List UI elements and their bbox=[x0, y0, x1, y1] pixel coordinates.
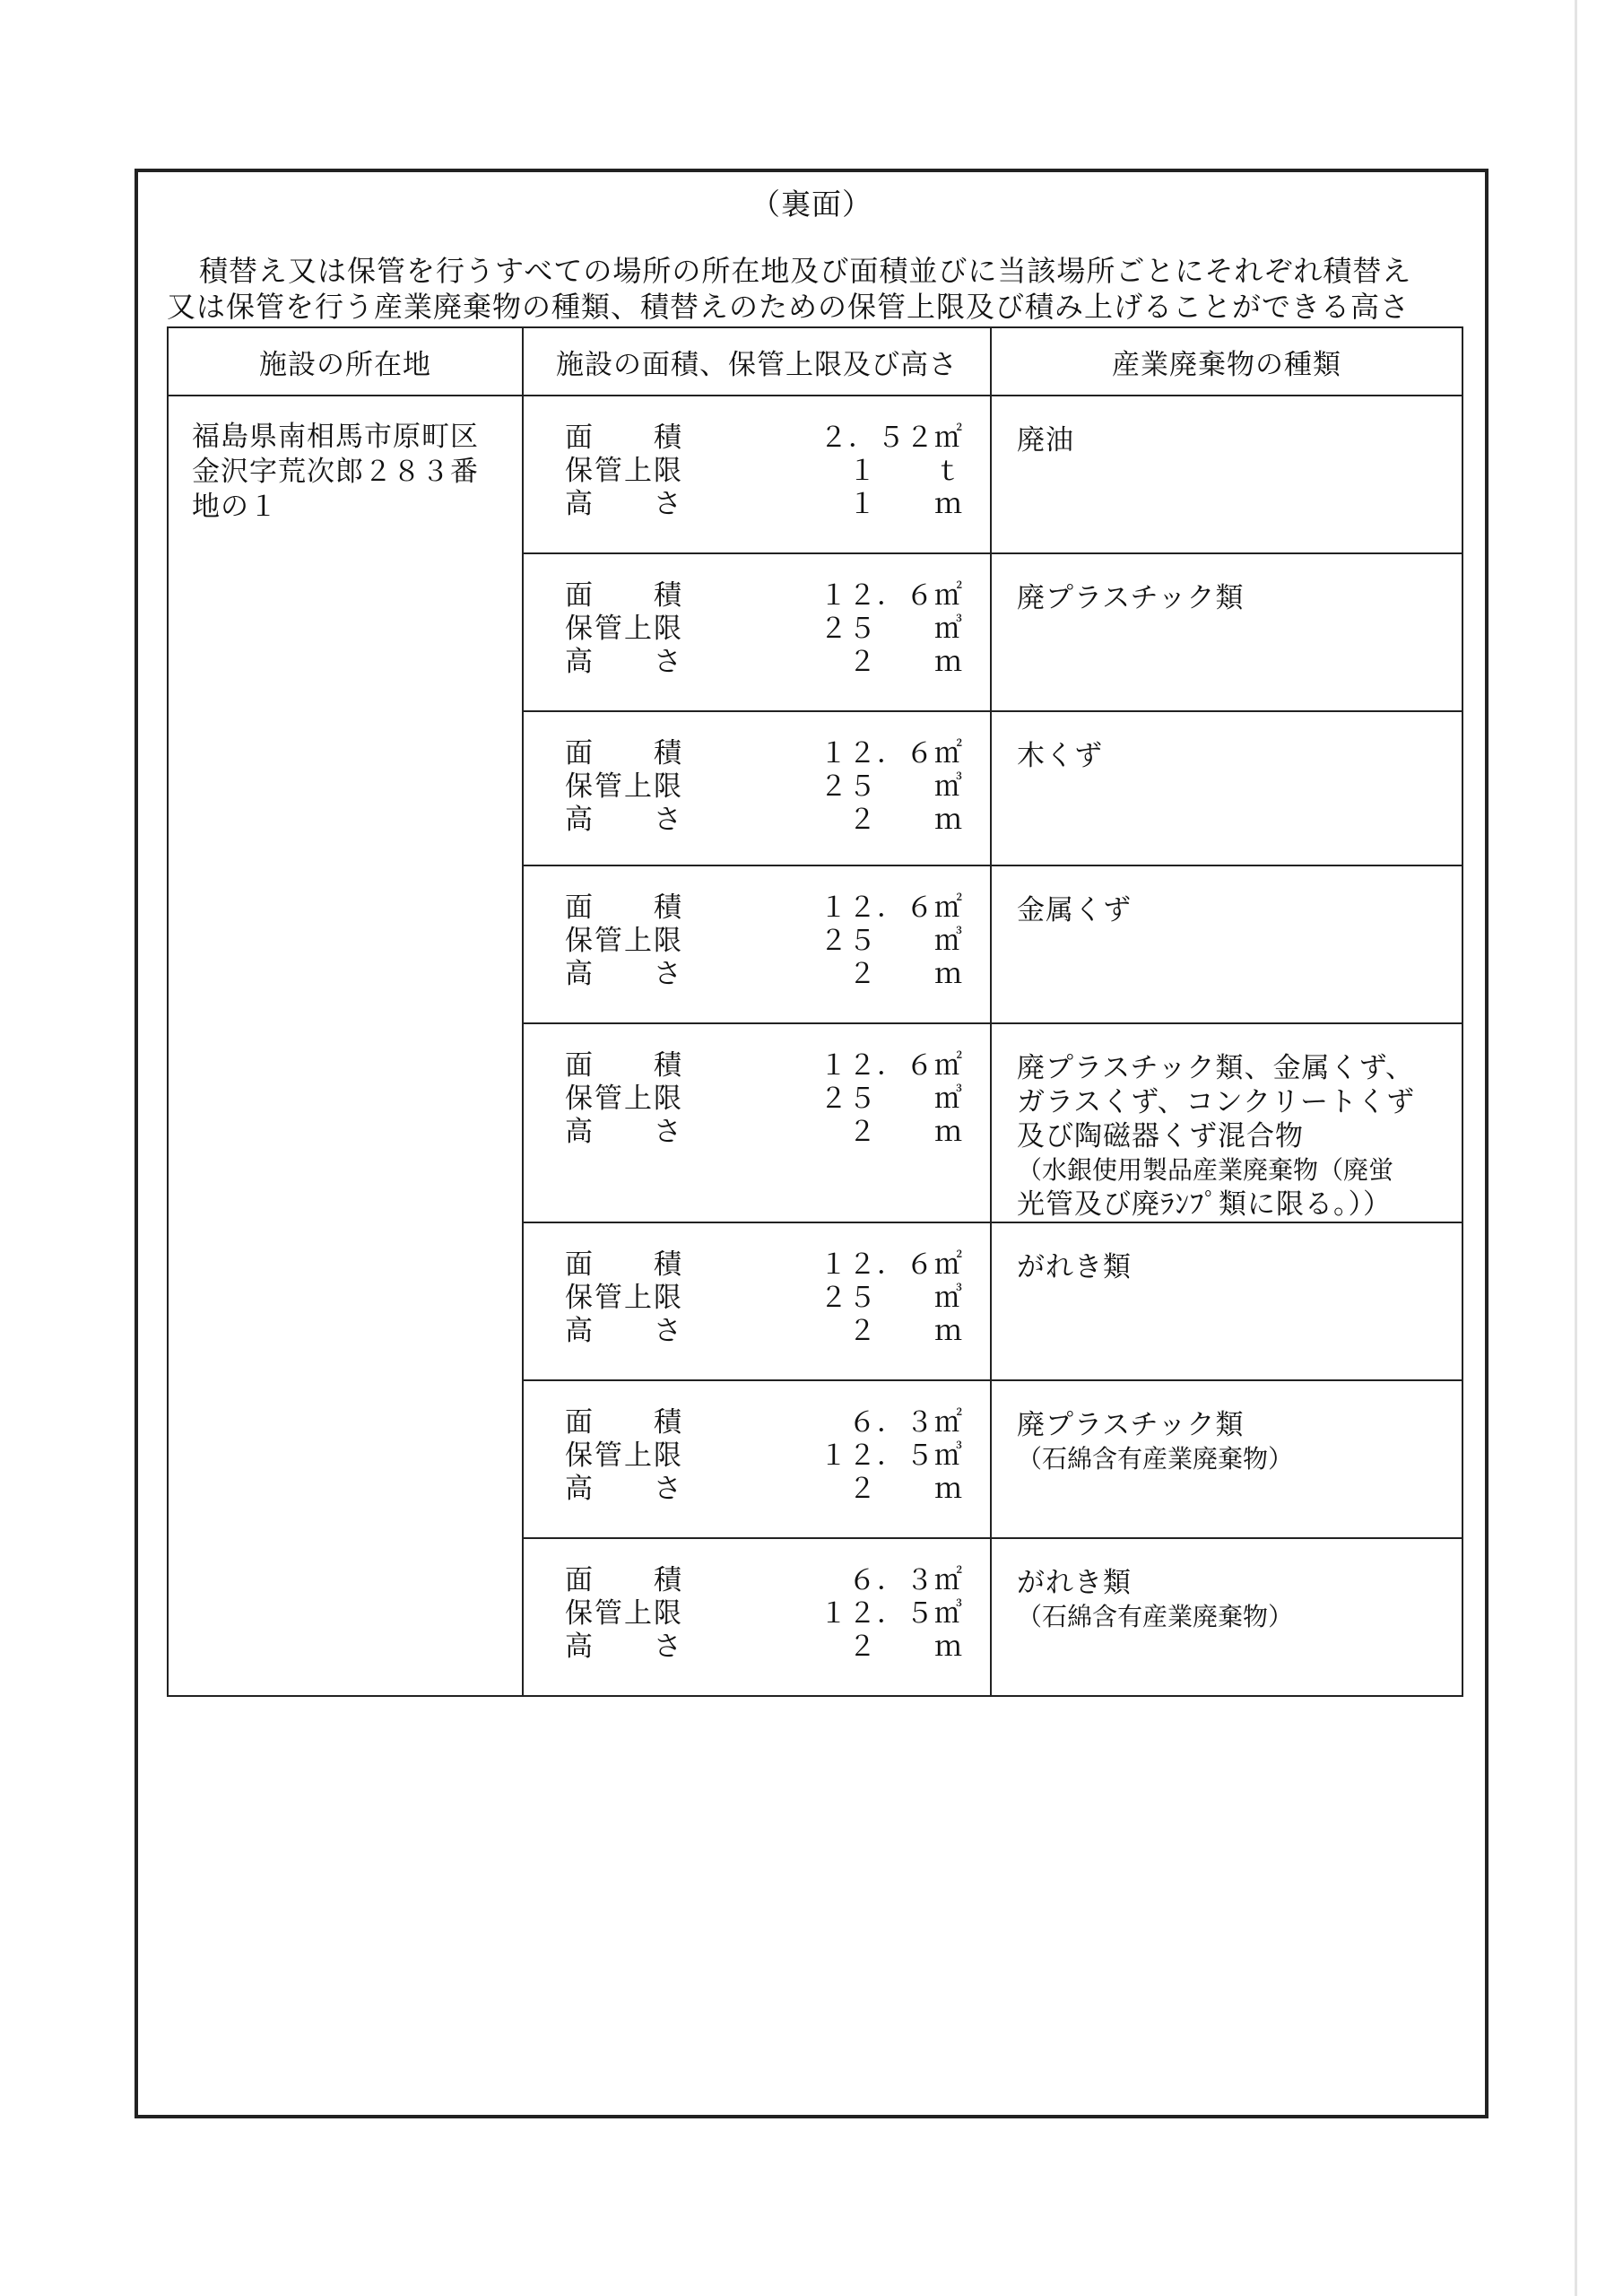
waste-type-cell bbox=[991, 396, 1462, 553]
height-value: ２ ｍ bbox=[848, 1116, 963, 1148]
limit-label: 保管上限 bbox=[565, 455, 683, 487]
waste-type-line: 廃プラスチック類、金属くず、 bbox=[1017, 1052, 1415, 1084]
height-row bbox=[565, 958, 963, 991]
height-value: １ ｍ bbox=[848, 488, 963, 520]
spec-block bbox=[524, 554, 990, 679]
waste-type-cell bbox=[991, 1380, 1462, 1538]
area-value: ６．３㎡ bbox=[848, 1406, 963, 1439]
area-value: １２．６㎡ bbox=[820, 737, 963, 770]
spec-block bbox=[524, 1223, 990, 1348]
table-body bbox=[168, 396, 1462, 1696]
waste-type-line: 廃プラスチック類 bbox=[1017, 582, 1245, 614]
header-spec: 施設の面積、保管上限及び高さ bbox=[523, 327, 991, 396]
spec-cell bbox=[523, 553, 991, 711]
storage-limit-row bbox=[565, 925, 963, 958]
area-value: １２．６㎡ bbox=[820, 1248, 963, 1281]
area-label: 面 積 bbox=[565, 1406, 683, 1439]
location-line: 地の１ bbox=[192, 491, 278, 523]
height-row bbox=[565, 1473, 963, 1506]
table-header-row bbox=[168, 327, 1462, 396]
limit-label: 保管上限 bbox=[565, 770, 683, 803]
limit-label: 保管上限 bbox=[565, 925, 683, 957]
limit-label: 保管上限 bbox=[565, 1439, 683, 1472]
height-label: 高 さ bbox=[565, 1116, 683, 1148]
spec-cell bbox=[523, 865, 991, 1023]
limit-value: ２５ ㎥ bbox=[820, 1282, 963, 1314]
spec-cell bbox=[523, 396, 991, 553]
waste-type-line: がれき類 bbox=[1017, 1567, 1132, 1599]
height-label: 高 さ bbox=[565, 1631, 683, 1663]
spec-block bbox=[524, 1381, 990, 1506]
storage-limit-row bbox=[565, 455, 963, 488]
limit-value: ２５ ㎥ bbox=[820, 925, 963, 957]
height-label: 高 さ bbox=[565, 1315, 683, 1347]
waste-type-cell bbox=[991, 865, 1462, 1023]
storage-limit-row bbox=[565, 613, 963, 646]
header-location: 施設の所在地 bbox=[168, 327, 523, 396]
form-frame bbox=[135, 169, 1488, 2118]
waste-type-cell bbox=[991, 1538, 1462, 1696]
limit-value: ２５ ㎥ bbox=[820, 1083, 963, 1115]
limit-value: １ ｔ bbox=[848, 455, 963, 487]
area-row bbox=[565, 737, 963, 770]
waste-type-line: 金属くず bbox=[1017, 894, 1132, 926]
storage-limit-row bbox=[565, 1597, 963, 1631]
area-value: １２．６㎡ bbox=[820, 1049, 963, 1082]
area-label: 面 積 bbox=[565, 1564, 683, 1596]
area-row bbox=[565, 422, 963, 455]
spec-block bbox=[524, 396, 990, 521]
waste-type-line: がれき類 bbox=[1017, 1251, 1132, 1283]
spec-block bbox=[524, 866, 990, 991]
waste-type-line: ガラスくず、コンクリートくず bbox=[1017, 1086, 1415, 1118]
spec-block bbox=[524, 712, 990, 837]
waste-type-line: 廃プラスチック類 bbox=[1017, 1409, 1245, 1441]
height-value: ２ ｍ bbox=[848, 646, 963, 678]
storage-limit-row bbox=[565, 1282, 963, 1315]
area-value: ２．５２㎡ bbox=[820, 422, 963, 454]
area-value: ６．３㎡ bbox=[848, 1564, 963, 1596]
area-label: 面 積 bbox=[565, 1248, 683, 1281]
waste-type-cell bbox=[991, 711, 1462, 865]
height-value: ２ ｍ bbox=[848, 1473, 963, 1505]
limit-label: 保管上限 bbox=[565, 1282, 683, 1314]
limit-value: １２．５㎥ bbox=[820, 1439, 963, 1472]
spec-cell bbox=[523, 711, 991, 865]
area-row bbox=[565, 1049, 963, 1083]
spec-block bbox=[524, 1539, 990, 1664]
height-row bbox=[565, 1315, 963, 1348]
waste-type-line: （石綿含有産業廃棄物） bbox=[1017, 1444, 1294, 1474]
facility-location bbox=[168, 396, 523, 1696]
area-row bbox=[565, 579, 963, 613]
spec-cell bbox=[523, 1222, 991, 1380]
facility-table bbox=[167, 326, 1463, 1697]
height-label: 高 さ bbox=[565, 804, 683, 836]
storage-limit-row bbox=[565, 1083, 963, 1116]
intro-line-2: 又は保管を行う産業廃棄物の種類、積替えのための保管上限及び積み上げることができる高さ bbox=[167, 290, 1410, 324]
height-value: ２ ｍ bbox=[848, 1315, 963, 1347]
waste-type-cell bbox=[991, 553, 1462, 711]
area-row bbox=[565, 1248, 963, 1282]
waste-type-line: （石綿含有産業廃棄物） bbox=[1017, 1602, 1294, 1631]
waste-type-line: （水銀使用製品産業廃棄物（廃蛍 bbox=[1017, 1155, 1394, 1185]
height-label: 高 さ bbox=[565, 1473, 683, 1505]
intro-text bbox=[167, 253, 1460, 325]
location-line: 金沢字荒次郎２８３番 bbox=[192, 456, 479, 488]
height-label: 高 さ bbox=[565, 958, 683, 990]
waste-type-cell bbox=[991, 1023, 1462, 1222]
height-value: ２ ｍ bbox=[848, 958, 963, 990]
limit-label: 保管上限 bbox=[565, 1597, 683, 1630]
height-label: 高 さ bbox=[565, 646, 683, 678]
spec-cell bbox=[523, 1023, 991, 1222]
limit-value: １２．５㎥ bbox=[820, 1597, 963, 1630]
table-row bbox=[168, 396, 1462, 553]
waste-type-line: 廃油 bbox=[1017, 424, 1074, 457]
area-label: 面 積 bbox=[565, 422, 683, 454]
waste-type-line: 木くず bbox=[1017, 740, 1103, 772]
height-label: 高 さ bbox=[565, 488, 683, 520]
height-value: ２ ｍ bbox=[848, 1631, 963, 1663]
waste-type-cell bbox=[991, 1222, 1462, 1380]
storage-limit-row bbox=[565, 770, 963, 804]
area-row bbox=[565, 891, 963, 925]
waste-type-line: 及び陶磁器くず混合物 bbox=[1017, 1120, 1304, 1152]
location-line: 福島県南相馬市原町区 bbox=[192, 421, 479, 453]
height-row bbox=[565, 1631, 963, 1664]
limit-value: ２５ ㎥ bbox=[820, 770, 963, 803]
limit-label: 保管上限 bbox=[565, 1083, 683, 1115]
page-heading: （裏面） bbox=[751, 187, 872, 222]
height-row bbox=[565, 1116, 963, 1149]
height-value: ２ ｍ bbox=[848, 804, 963, 836]
area-label: 面 積 bbox=[565, 737, 683, 770]
intro-line-1: 積替え又は保管を行うすべての場所の所在地及び面積並びに当該場所ごとにそれぞれ積替え bbox=[199, 254, 1412, 288]
waste-type-line: 光管及び廃ﾗﾝﾌﾟ類に限る。）） bbox=[1017, 1188, 1392, 1221]
storage-limit-row bbox=[565, 1439, 963, 1473]
header-waste-type: 産業廃棄物の種類 bbox=[991, 327, 1462, 396]
area-row bbox=[565, 1406, 963, 1439]
spec-cell bbox=[523, 1380, 991, 1538]
limit-value: ２５ ㎥ bbox=[820, 613, 963, 645]
height-row bbox=[565, 646, 963, 679]
page-edge bbox=[1575, 0, 1577, 2296]
height-row bbox=[565, 804, 963, 837]
spec-cell bbox=[523, 1538, 991, 1696]
area-label: 面 積 bbox=[565, 891, 683, 924]
limit-label: 保管上限 bbox=[565, 613, 683, 645]
area-label: 面 積 bbox=[565, 1049, 683, 1082]
area-label: 面 積 bbox=[565, 579, 683, 612]
height-row bbox=[565, 488, 963, 521]
area-value: １２．６㎡ bbox=[820, 579, 963, 612]
area-row bbox=[565, 1564, 963, 1597]
area-value: １２．６㎡ bbox=[820, 891, 963, 924]
spec-block bbox=[524, 1024, 990, 1149]
